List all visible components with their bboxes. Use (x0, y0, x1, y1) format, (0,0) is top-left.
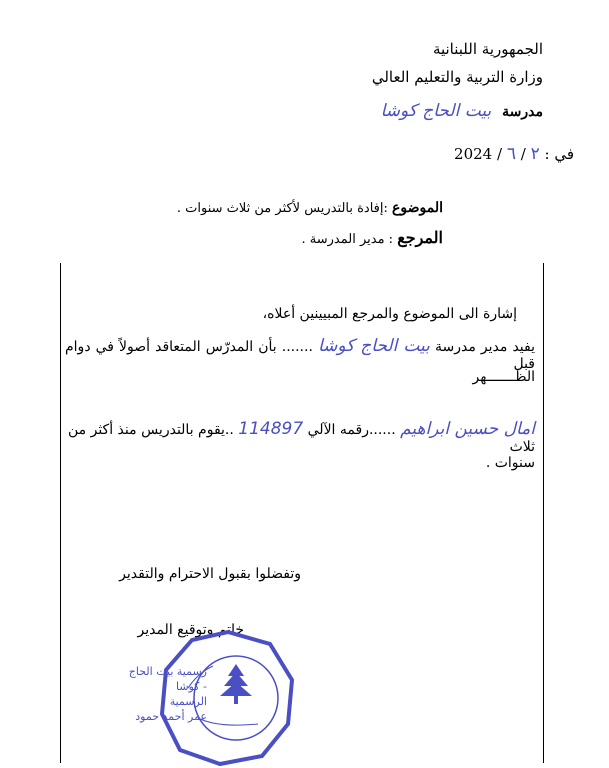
stamp-line-1: رسمية بيت الحاج - كوشا (128, 665, 207, 693)
date-prefix: في : (544, 145, 574, 163)
body-line-3: الظـــــــهر (472, 369, 535, 385)
teacher-name-handwritten: امال حسين ابراهيم (400, 419, 535, 439)
reference-line (302, 228, 444, 247)
closing-line: وتفضلوا بقبول الاحترام والتقدير (119, 566, 301, 582)
date-line: في : ٢ / ٦ / 2024 (454, 144, 574, 164)
body-line-2 (65, 336, 535, 372)
date-day: ٢ (530, 144, 540, 164)
body-line-5: سنوات . (485, 455, 535, 471)
date-month: ٦ (506, 144, 516, 164)
subject-text: :إفادة بالتدريس لأكثر من ثلاث سنوات . (176, 201, 388, 216)
body-frame-right (543, 263, 544, 763)
ministry-heading: وزارة التربية والتعليم العالي (371, 68, 543, 86)
reference-text: : مدير المدرسة . (301, 232, 394, 247)
number-handwritten: 114897 (238, 419, 304, 439)
republic-heading: الجمهورية اللبنانية (432, 40, 543, 58)
body-school-handwritten: بيت الحاج كوشا (317, 336, 430, 356)
body-line-2-start: يفيد مدير مدرسة (435, 339, 536, 355)
subject-line (177, 200, 443, 216)
school-name-handwritten: بيت الحاج كوشا (380, 101, 492, 121)
stamp-line-3: عمر أحمد حمود (135, 710, 207, 723)
date-year: 2024 (454, 145, 493, 163)
stamp-line-2: الرسمية (169, 695, 207, 708)
number-label: ......رقمه الآلي (307, 422, 396, 438)
body-line-4-end: ..يقوم بالتدريس منذ أكثر من ثلاث (68, 422, 535, 455)
signature-label: خاتم وتوقيع المدير (137, 622, 244, 638)
school-label: مدرسة (502, 104, 543, 120)
subject-label: الموضوع (392, 200, 443, 216)
cedar-icon (220, 664, 252, 704)
body-line-1: إشارة الى الموضوع والمرجع المبيينين أعلاه، (262, 306, 517, 322)
stamp-text (122, 664, 207, 724)
body-frame-left (60, 263, 61, 763)
body-line-4 (65, 419, 535, 455)
reference-label: المرجع (397, 228, 443, 247)
body-line-2-end: ....... بأن المدرّس المتعاقد أصولاً في دوام قبل (65, 339, 535, 372)
school-line (381, 101, 543, 121)
